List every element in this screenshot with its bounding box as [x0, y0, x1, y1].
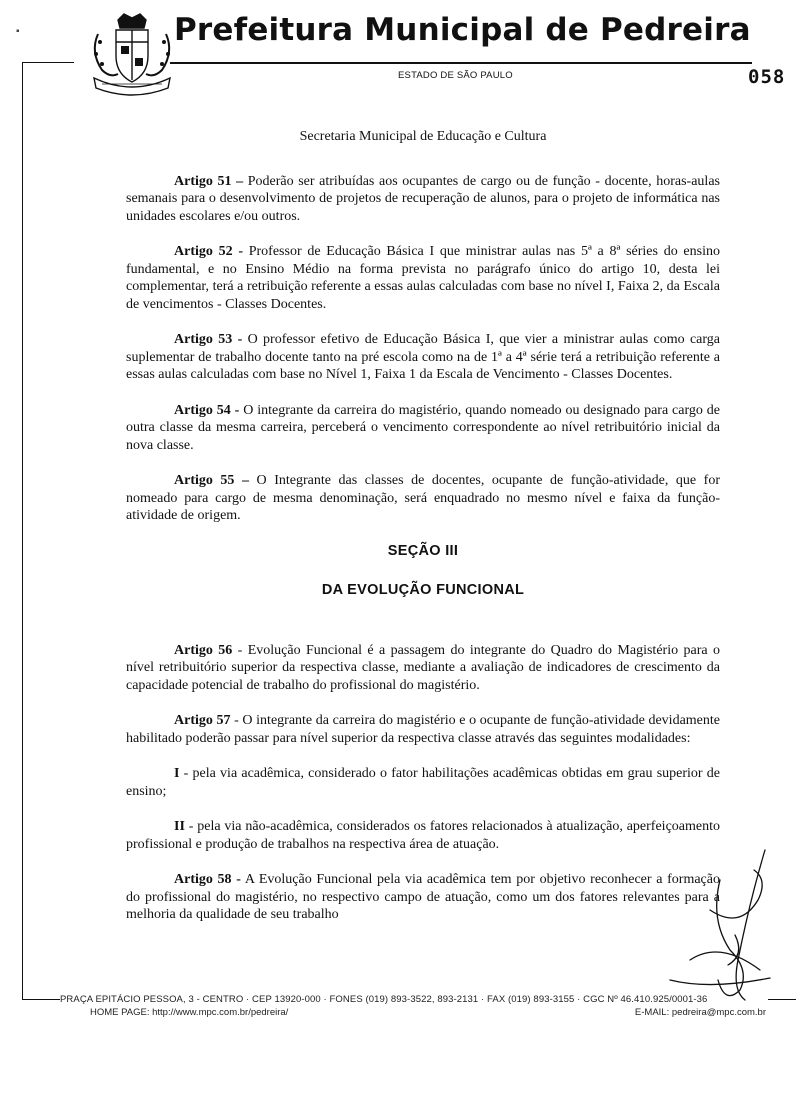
article-label: Artigo 52 - [174, 244, 243, 259]
article-55 [126, 472, 720, 525]
article-text: O Integrante das classes de docentes, ocupante de função-atividade, que for nomeado para cargo de mesma denominação, será enquadrado no mesmo nível e faixa da função-atividade de origem. [126, 473, 720, 523]
article-58 [126, 871, 720, 924]
frame-top-line [22, 62, 74, 63]
article-56 [126, 642, 720, 695]
article-57 [126, 712, 720, 747]
frame-bottom-line-left [22, 999, 60, 1000]
article-label: Artigo 55 – [174, 473, 249, 488]
footer-contacts [60, 1007, 766, 1018]
item-label: II [174, 819, 185, 834]
item-label: I [174, 766, 180, 781]
article-text: O integrante da carreira do magistério, quando nomeado ou designado para cargo de outra classe da mesma carreira, perceberá o vencimento correspondente ao nível retribuitório inicial da nova classe. [126, 402, 720, 453]
header-rule [170, 62, 752, 64]
item-text: - pela via acadêmica, considerado o fator habilitações acadêmicas obtidas em grau superior de ensino; [126, 766, 720, 799]
article-text: O professor efetivo de Educação Básica I, que vier a ministrar aulas como carga suplementar de trabalho docente tanto na pré escola como na de 1ª a 4ª série terá a retribuição referente a essas aulas calculadas com base no Nível 1, Faixa 1 da Escala de Vencimento - Classes Docentes. [126, 332, 720, 382]
department-heading: Secretaria Municipal de Educação e Cultura [299, 129, 547, 144]
scan-mark: ▪ [16, 26, 20, 37]
article-51 [126, 173, 720, 226]
article-label: Artigo 51 – [174, 173, 244, 189]
state-subtitle: ESTADO DE SÃO PAULO [398, 70, 513, 81]
page-number: 058 [748, 66, 786, 88]
footer-address: PRAÇA EPITÁCIO PESSOA, 3 - CENTRO · CEP 13920-000 · FONES (019) 893-3522, 893-2131 · FAX (019) 893-3155 · CGC Nº 46.410.925/0001-36 [60, 994, 708, 1005]
footer-email: E-MAIL: pedreira@mpc.com.br [634, 1007, 766, 1018]
document-body [126, 128, 720, 942]
item-ii [126, 818, 720, 853]
article-label: Artigo 58 - [174, 872, 241, 887]
footer-homepage: HOME PAGE: http://www.mpc.com.br/pedreira/ [90, 1007, 289, 1018]
handwritten-signature [650, 840, 780, 1010]
article-label: Artigo 57 [174, 713, 231, 728]
article-label: Artigo 54 - [174, 402, 240, 418]
article-label: Artigo 53 - [174, 332, 243, 347]
article-text: - Evolução Funcional é a passagem do integrante do Quadro do Magistério para o nível retribuitório superior da respectiva classe, mediante a avaliação de indicadores de crescimento da capacidade potencial de trabalho do profissional do magistério. [126, 642, 720, 693]
article-54 [126, 402, 720, 455]
municipal-coat-of-arms [88, 12, 176, 96]
section-number: SEÇÃO III [387, 542, 459, 559]
item-text: - pela via não-acadêmica, considerados os fatores relacionados à atualização, aperfeiçoamento profissional e produção de trabalhos na respectiva área de atuação. [126, 819, 720, 852]
article-53 [126, 331, 720, 384]
section-title: DA EVOLUÇÃO FUNCIONAL [321, 582, 525, 598]
article-52 [126, 243, 720, 313]
article-text: - O integrante da carreira do magistério e o ocupante de função-atividade devidamente habilitado poderão passar para nível superior da respectiva classe através das seguintes modalidades: [126, 713, 720, 746]
article-text: A Evolução Funcional pela via acadêmica tem por objetivo reconhecer a formação do profissional do magistério, no respectivo campo de atuação, como um dos fatores relevantes para a melhoria da qualidade de seu trabalho [126, 872, 720, 922]
item-i [126, 765, 720, 800]
article-text: Professor de Educação Básica I que ministrar aulas nas 5ª a 8ª séries do ensino fundamental, e no Ensino Médio na forma prevista no parágrafo único do artigo 10, desta lei complementar, terá a retribuição referente a essas aulas calculadas com base no nível I, Faixa 2, da Escala de vencimentos - Classes Docentes. [126, 244, 720, 312]
page-title: Prefeitura Municipal de Pedreira [174, 12, 751, 48]
article-text: Poderão ser atribuídas aos ocupantes de cargo ou de função - docente, horas-aulas semanais para o desenvolvimento de projetos de recuperação de alunos, para o projeto de informática nas unidades escolares e/ou outros. [126, 173, 720, 224]
article-label: Artigo 56 [174, 642, 233, 658]
frame-left-line [22, 62, 23, 999]
